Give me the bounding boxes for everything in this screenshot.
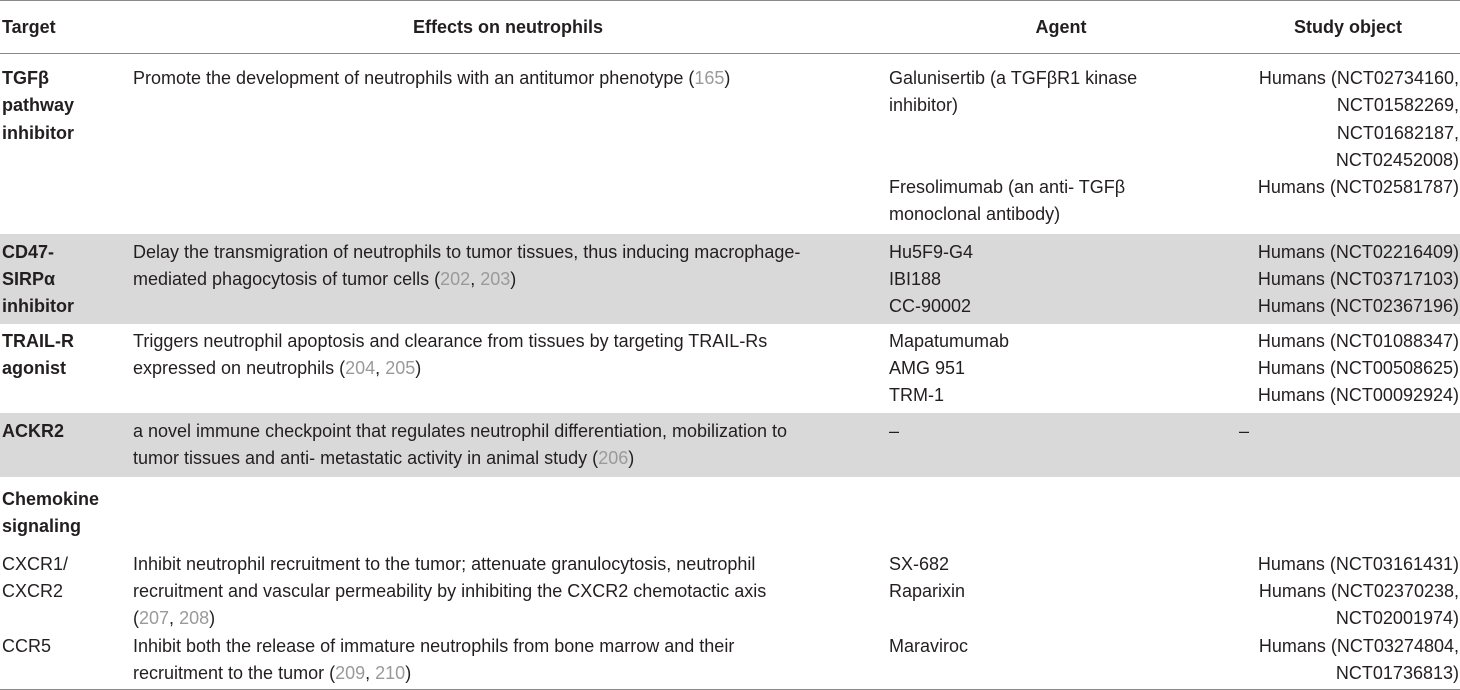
target-line: CXCR1/ (2, 553, 69, 574)
effect-line: Delay the transmigration of neutrophils to tumor tissues, thus inducing macrophage- (133, 241, 801, 262)
agent-line: TRM-1 (889, 385, 944, 406)
agent-spacer (889, 120, 1233, 147)
effect-line: Triggers neutrophil apoptosis and clearance from tissues by targeting TRAIL-Rs (133, 330, 768, 351)
effect-line: tumor tissues and anti- metastatic activity in animal study ( (133, 447, 599, 468)
agent-line: AMG 951 (889, 357, 966, 378)
effect-cell (130, 54, 886, 234)
reference-link[interactable]: 208 (179, 608, 210, 629)
effect-line: ( (133, 608, 139, 629)
target-cell (0, 54, 130, 234)
study-line: NCT01582269, (1336, 95, 1459, 116)
target-cell (0, 477, 130, 541)
table-row-trail (0, 324, 1460, 412)
agent-cell (886, 234, 1236, 324)
study-cell (1236, 413, 1460, 478)
effect-cell: Delay the transmigration of neutrophils to tumor tissues, thus inducing macrophage- mediated phagocytosis of tumor cells (202, 203) (130, 234, 886, 324)
study-line: Humans (NCT00092924) (1257, 385, 1459, 406)
study-line: Humans (NCT03161431) (1257, 553, 1459, 574)
study-line: NCT02001974) (1335, 608, 1459, 629)
target-line: CCR5 (2, 635, 52, 656)
target-line: inhibitor (2, 122, 74, 143)
study-line: Humans (NCT02216409) (1257, 241, 1459, 262)
reference-link[interactable]: 202 (440, 269, 471, 290)
agent-line: IBI188 (889, 269, 942, 290)
agent-cell (886, 413, 1236, 478)
target-line: inhibitor (2, 296, 74, 317)
header-effects: Effects on neutrophils (130, 1, 886, 54)
reference-link[interactable]: 165 (694, 68, 725, 88)
agent-line: SX-682 (889, 553, 950, 574)
target-line: pathway (2, 95, 75, 116)
reference-link[interactable]: 210 (375, 662, 406, 683)
target-line: CXCR2 (2, 581, 64, 602)
study-line: Humans (NCT02581787) (1257, 177, 1459, 198)
agent-line: monoclonal antibody) (889, 204, 1061, 225)
study-spacer (1239, 201, 1459, 228)
table-row-ackr2 (0, 413, 1460, 478)
agent-line: Galunisertib (a TGFβR1 kinase (889, 68, 1138, 88)
table-row-tgf (0, 54, 1460, 234)
target-cell (0, 541, 130, 633)
agent-line: Hu5F9-G4 (889, 241, 974, 262)
target-line: TRAIL-R (2, 330, 74, 351)
target-cell (0, 633, 130, 690)
agent-cell (886, 324, 1236, 412)
target-line: Chemokine (2, 489, 100, 510)
agent-line: Raparixin (889, 581, 966, 602)
study-line: Humans (NCT03274804, (1258, 635, 1459, 656)
header-agent: Agent (886, 1, 1236, 54)
effect-line: mediated phagocytosis of tumor cells ( (133, 269, 441, 290)
target-line: CD47- (2, 241, 55, 262)
agent-line: Maraviroc (889, 635, 969, 656)
effect-cell (130, 477, 886, 541)
study-line: NCT01682187, (1336, 122, 1459, 143)
target-line: signaling (2, 516, 82, 537)
agent-line: CC-90002 (889, 296, 972, 317)
table-row-cd47 (0, 234, 1460, 324)
study-cell (1236, 477, 1460, 541)
study-cell (1236, 54, 1460, 234)
target-line: ACKR2 (2, 420, 65, 441)
agent-cell (886, 477, 1236, 541)
effect-cell: Inhibit both the release of immature neutrophils from bone marrow and their recruitment to the tumor (209, 210) (130, 633, 886, 690)
target-cell (0, 413, 130, 478)
effect-line: recruitment and vascular permeability by inhibiting the CXCR2 chemotactic axis (133, 581, 767, 602)
agent-cell (886, 54, 1236, 234)
effect-line: a novel immune checkpoint that regulates neutrophil differentiation, mobilization to (133, 420, 788, 441)
header-row (0, 1, 1460, 54)
effect-line: recruitment to the tumor ( (133, 662, 336, 683)
effect-line: Inhibit both the release of immature neutrophils from bone marrow and their (133, 635, 735, 656)
reference-link[interactable]: 203 (480, 269, 511, 290)
effect-text-end: ) (510, 269, 517, 290)
study-line: NCT01736813) (1335, 662, 1459, 683)
agent-spacer (889, 147, 1233, 174)
effect-text-end: ) (628, 447, 635, 468)
effect-text-end: ) (209, 608, 216, 629)
study-line: Humans (NCT02367196) (1257, 296, 1459, 317)
effect-cell: Inhibit neutrophil recruitment to the tumor; attenuate granulocytosis, neutrophil recruitment and vascular permeability by inhibiting the CXCR2 chemotactic axis (207, 208) (130, 541, 886, 633)
header-study: Study object (1236, 1, 1460, 54)
table-row-ccr5 (0, 633, 1460, 690)
effect-cell: Triggers neutrophil apoptosis and clearance from tissues by targeting TRAIL-Rs expressed on neutrophils (204, 205) (130, 324, 886, 412)
study-line: Humans (NCT02734160, (1258, 68, 1459, 88)
study-line: NCT02452008) (1335, 149, 1459, 170)
target-line: agonist (2, 357, 67, 378)
effect-line: Inhibit neutrophil recruitment to the tumor; attenuate granulocytosis, neutrophil (133, 553, 756, 574)
study-line: Humans (NCT03717103) (1257, 269, 1459, 290)
table-row-chemokine (0, 477, 1460, 541)
agent-cell (886, 541, 1236, 633)
target-cell (0, 324, 130, 412)
agent-line: inhibitor) (889, 95, 959, 116)
reference-link[interactable]: 204 (345, 357, 376, 378)
target-cell (0, 234, 130, 324)
study-cell (1236, 324, 1460, 412)
reference-link[interactable]: 205 (385, 357, 416, 378)
study-line: Humans (NCT02370238, (1258, 581, 1459, 602)
effect-cell (130, 413, 886, 478)
study-cell (1236, 234, 1460, 324)
agent-line: Mapatumumab (889, 330, 1010, 351)
study-cell (1236, 633, 1460, 690)
agent-line: – (889, 420, 900, 441)
effect-text-end: ) (405, 662, 412, 683)
effect-text-end: ) (724, 68, 731, 88)
reference-link[interactable]: 207 (139, 608, 170, 629)
study-line: Humans (NCT01088347) (1257, 330, 1459, 351)
effect-line: expressed on neutrophils ( (133, 357, 346, 378)
table-row-cxcr (0, 541, 1460, 633)
agent-cell (886, 633, 1236, 690)
study-cell (1236, 541, 1460, 633)
target-line: SIRPα (2, 269, 56, 290)
agent-line: Fresolimumab (an anti- TGFβ (889, 177, 1126, 198)
study-line: Humans (NCT00508625) (1257, 357, 1459, 378)
effect-text: Promote the development of neutrophils with an antitumor phenotype ( (133, 68, 695, 88)
reference-link[interactable]: 209 (335, 662, 366, 683)
target-line: TGFβ (2, 68, 49, 88)
reference-link[interactable]: 206 (598, 447, 629, 468)
study-line: – (1239, 420, 1250, 441)
effect-text-end: ) (415, 357, 422, 378)
header-target: Target (0, 1, 130, 54)
